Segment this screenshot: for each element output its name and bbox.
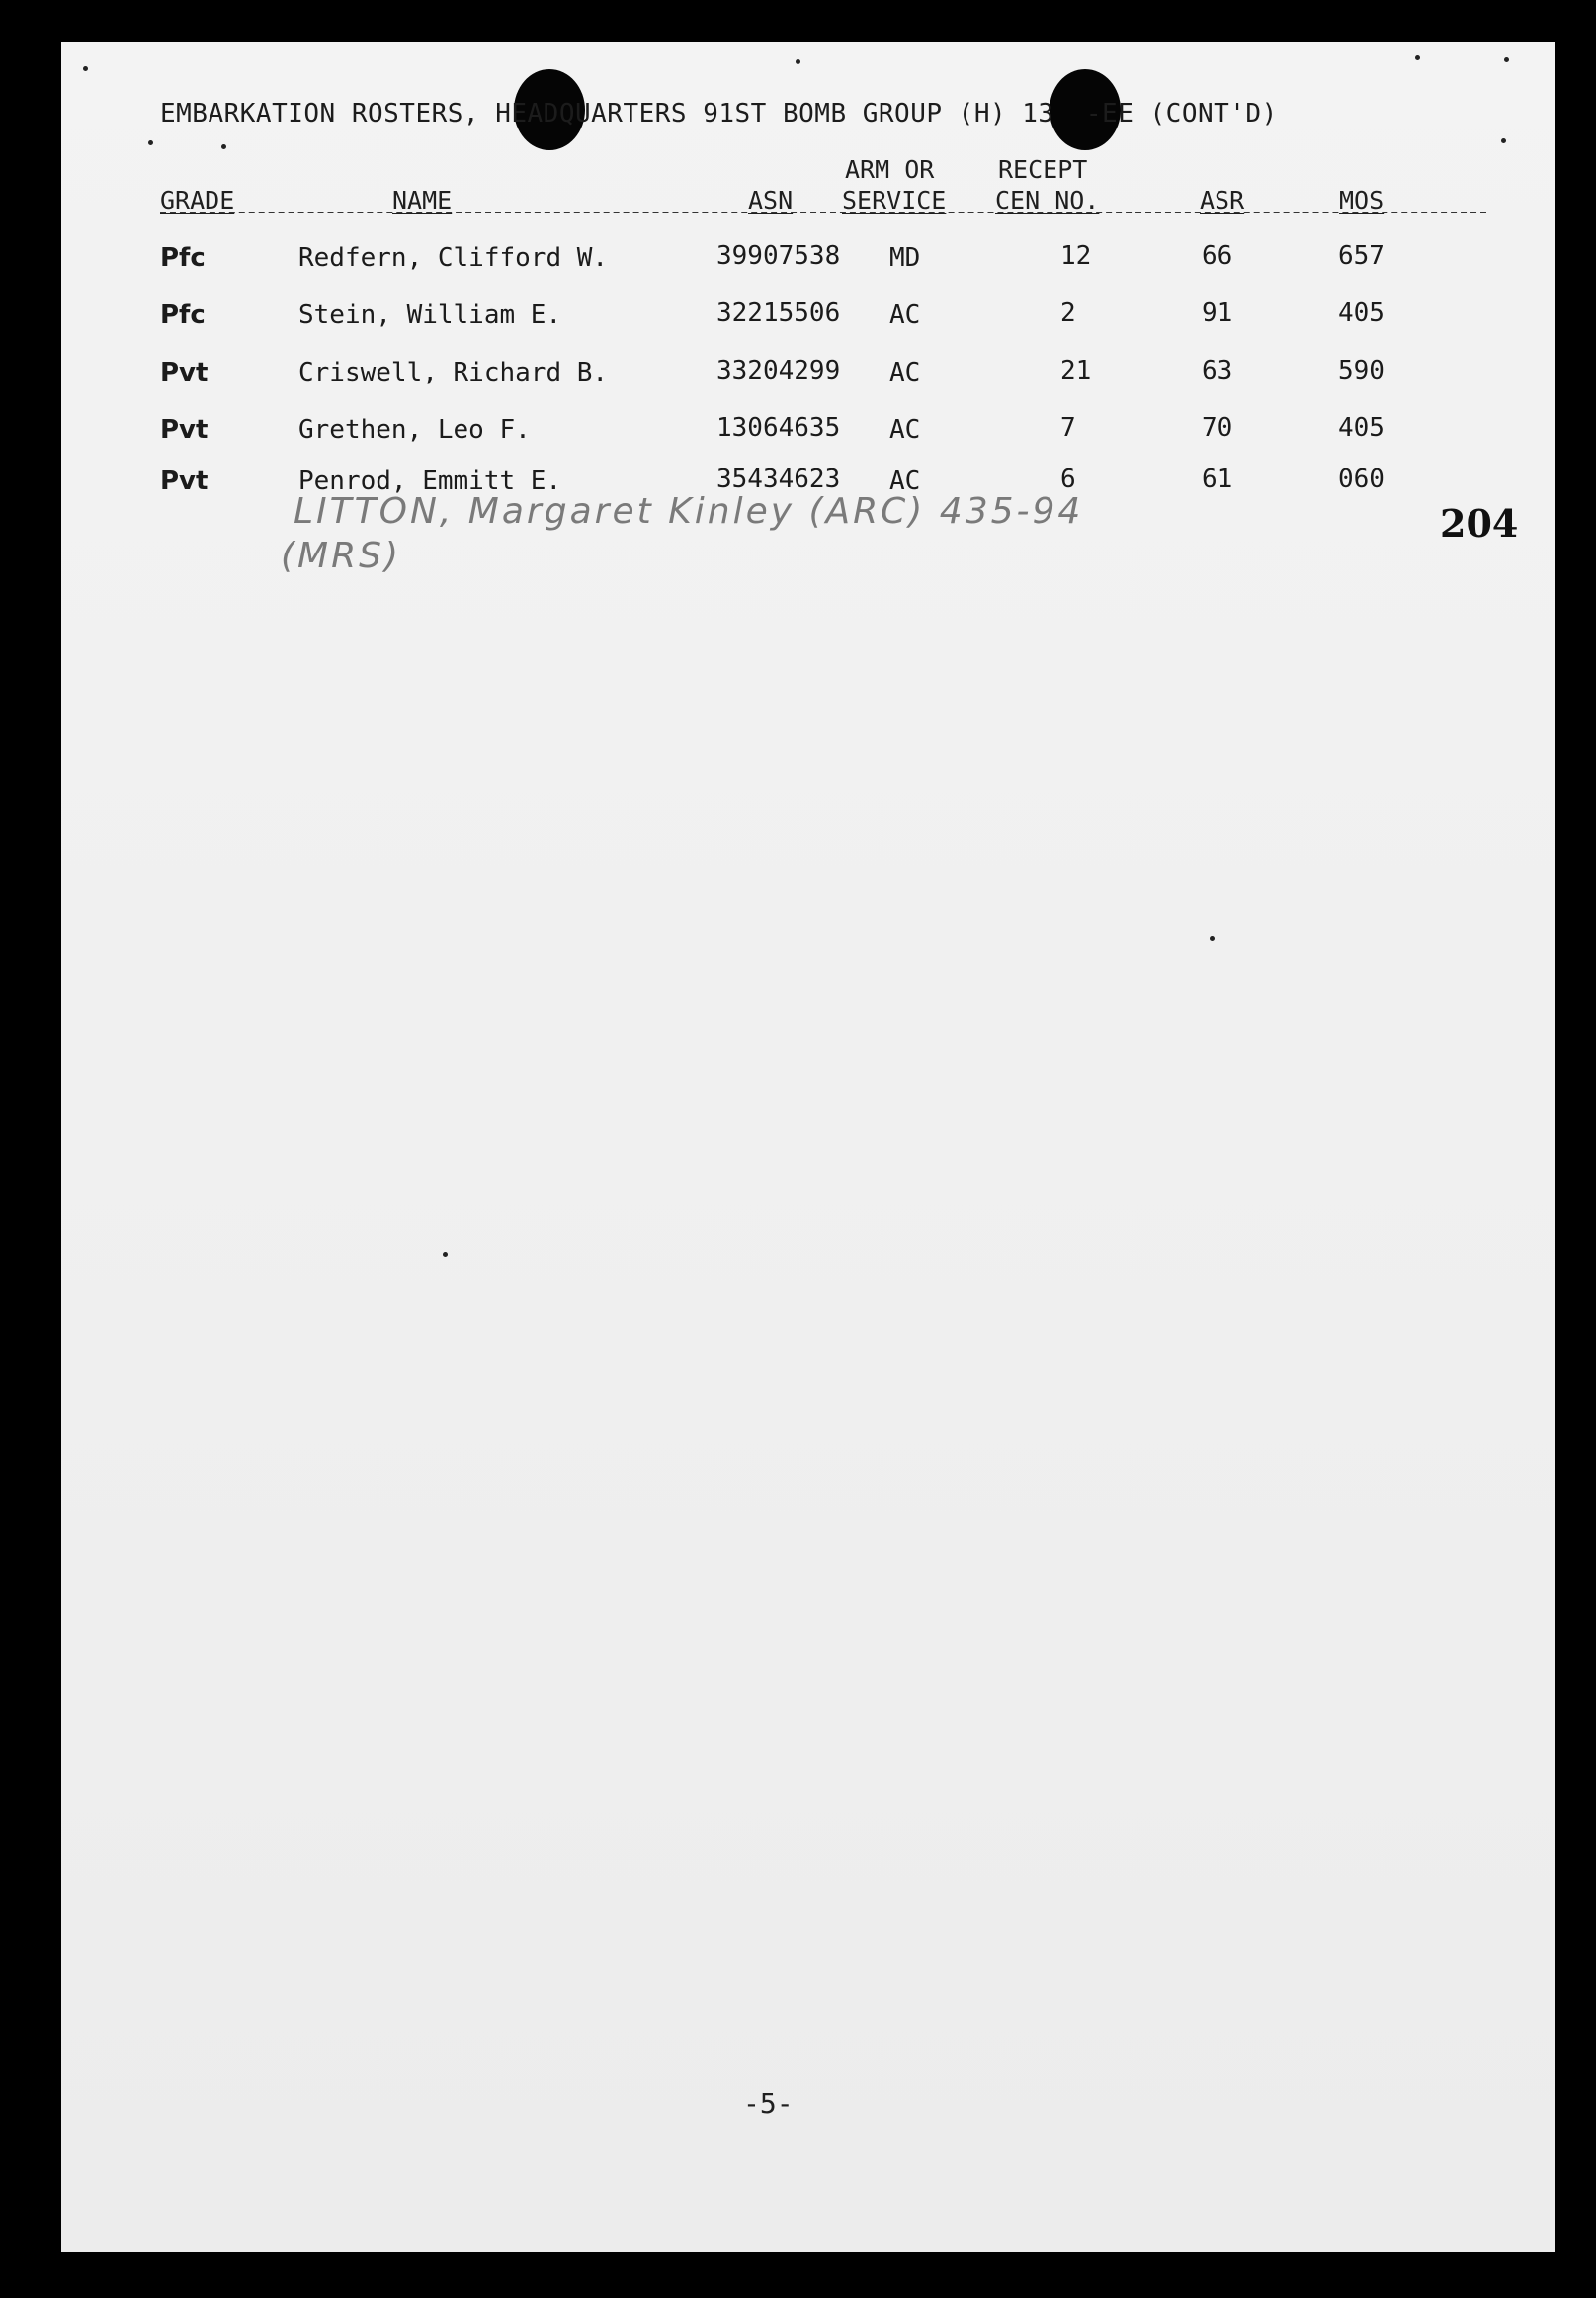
row-name: Redfern, Clifford W. (298, 243, 609, 273)
header-asr: ASR (1200, 186, 1245, 214)
row-name: Criswell, Richard B. (298, 358, 609, 387)
header-recept-bottom: CEN NO. (995, 186, 1100, 214)
row-name: Grethen, Leo F. (298, 415, 531, 445)
row-asn: 33204299 (716, 356, 841, 385)
row-recept: 2 (1060, 298, 1076, 328)
row-recept: 12 (1060, 241, 1092, 271)
row-asn: 32215506 (716, 298, 841, 328)
row-mos: 405 (1338, 298, 1385, 328)
speck (443, 1252, 448, 1257)
speck (1501, 138, 1506, 143)
row-mos: 405 (1338, 413, 1385, 443)
header-rule (160, 212, 1486, 213)
row-arm: AC (889, 415, 921, 445)
header-name: NAME (392, 186, 453, 214)
row-recept: 6 (1060, 465, 1076, 494)
header-recept-top: RECEPT (998, 155, 1088, 184)
header-arm-top: ARM OR (845, 155, 935, 184)
row-asn: 13064635 (716, 413, 841, 443)
row-asn: 35434623 (716, 465, 841, 494)
row-asr: 70 (1202, 413, 1233, 443)
row-grade: Pfc (160, 243, 206, 273)
row-grade: Pvt (160, 358, 209, 387)
row-asn: 39907538 (716, 241, 841, 271)
row-asr: 91 (1202, 298, 1233, 328)
handwritten-note-mrs: (MRS) (281, 536, 402, 576)
document-page (61, 42, 1555, 2252)
speck (796, 59, 800, 64)
row-mos: 657 (1338, 241, 1385, 271)
row-grade: Pfc (160, 300, 206, 330)
header-asn: ASN (748, 186, 794, 214)
row-arm: AC (889, 467, 921, 496)
speck (221, 144, 226, 149)
header-mos: MOS (1339, 186, 1385, 214)
handwritten-note: LITTON, Margaret Kinley (ARC) 435-94 (294, 491, 1084, 532)
row-recept: 7 (1060, 413, 1076, 443)
row-mos: 590 (1338, 356, 1385, 385)
speck (83, 66, 88, 71)
row-arm: AC (889, 300, 921, 330)
row-name: Penrod, Emmitt E. (298, 467, 562, 496)
row-name: Stein, William E. (298, 300, 562, 330)
row-grade: Pvt (160, 415, 209, 445)
row-grade: Pvt (160, 467, 209, 496)
page-number: -5- (743, 2087, 794, 2120)
row-asr: 61 (1202, 465, 1233, 494)
roster-title: EMBARKATION ROSTERS, HEADQUARTERS 91ST BOMB GROUP (H) 13 -EE (CONT'D) (160, 99, 1278, 128)
speck (1210, 936, 1215, 941)
header-grade: GRADE (160, 186, 235, 214)
row-recept: 21 (1060, 356, 1092, 385)
row-mos: 060 (1338, 465, 1385, 494)
row-asr: 63 (1202, 356, 1233, 385)
stamp-number: 204 (1440, 501, 1519, 546)
row-arm: MD (889, 243, 921, 273)
row-asr: 66 (1202, 241, 1233, 271)
speck (1504, 57, 1509, 62)
header-arm-bottom: SERVICE (842, 186, 947, 214)
speck (1415, 55, 1420, 60)
speck (148, 140, 153, 145)
row-arm: AC (889, 358, 921, 387)
